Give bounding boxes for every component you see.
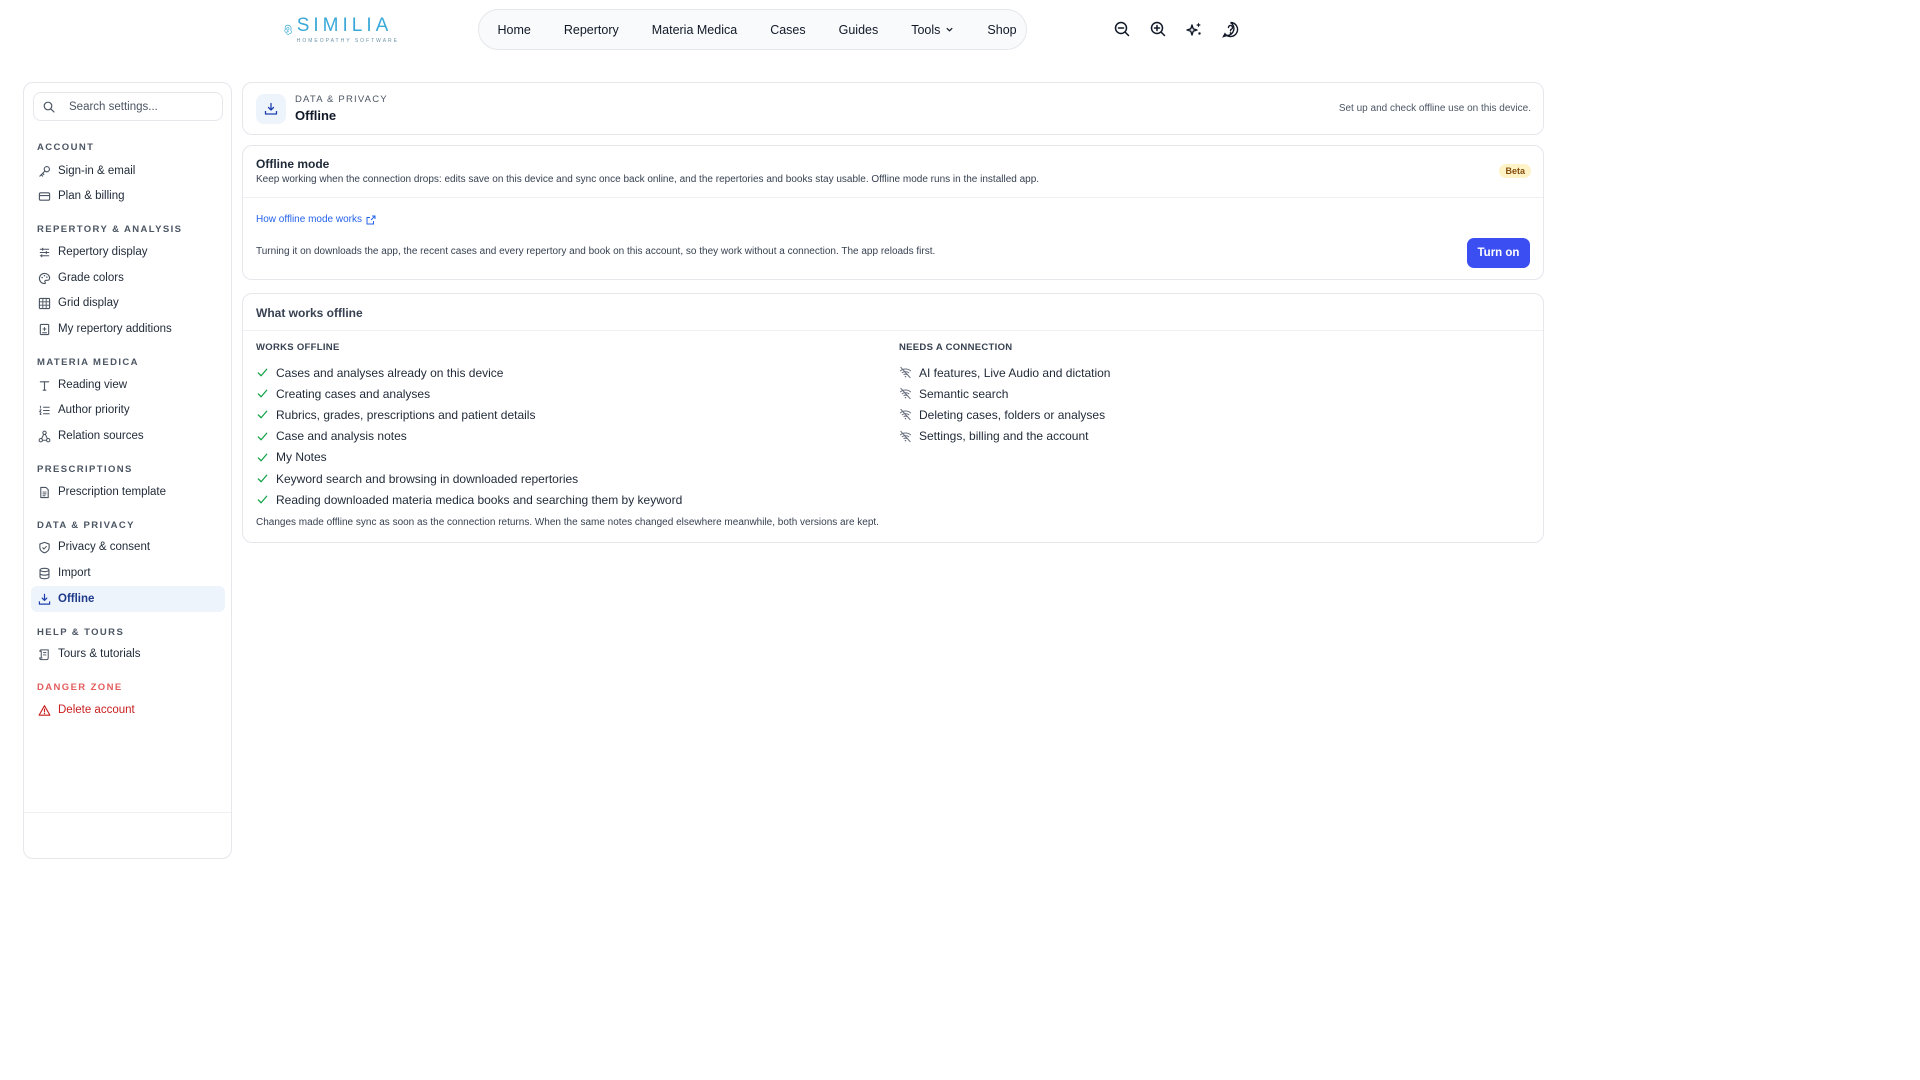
needs-connection-column — [899, 342, 1110, 447]
help-icon — [1222, 21, 1239, 38]
sidebar-item-label: Plan & billing — [58, 190, 125, 202]
what-works-offline-card — [242, 293, 1544, 543]
sidebar-item-label: Prescription template — [58, 486, 167, 498]
nav-tools[interactable] — [895, 14, 971, 46]
list-item-label: Cases and analyses already on this device — [276, 365, 504, 380]
scroll-icon — [38, 648, 51, 661]
zoom-out-icon — [1114, 21, 1130, 37]
wifi-off-icon — [899, 366, 912, 379]
card-divider — [243, 197, 1543, 198]
logo-brand: SIMILIA — [296, 15, 393, 36]
sidebar-item-label: Import — [58, 567, 91, 579]
list-item-label: Rubrics, grades, prescriptions and patient details — [276, 407, 536, 422]
download-tray-icon — [264, 102, 278, 116]
list-item-label: Deleting cases, folders or analyses — [919, 407, 1106, 422]
list-item — [899, 383, 1110, 404]
page-header — [242, 82, 1544, 135]
file-text-icon — [38, 486, 51, 499]
nav-materia-medica[interactable]: Materia Medica — [651, 22, 738, 37]
header-tools — [1112, 19, 1256, 39]
zoom-in-icon — [1150, 21, 1166, 37]
list-item — [256, 468, 682, 489]
app-logo[interactable] — [283, 12, 399, 48]
sidebar-item-label: Author priority — [58, 404, 130, 416]
sidebar-item-repertory-additions[interactable] — [31, 316, 225, 342]
sidebar-item-label: Sign-in & email — [58, 165, 136, 177]
list-item-label: My Notes — [276, 450, 327, 465]
section-title-materia-medica: MATERIA MEDICA — [37, 357, 139, 368]
list-item-label: Keyword search and browsing in downloaded repertories — [276, 471, 579, 486]
sidebar-item-label: Grid display — [58, 297, 119, 309]
breadcrumb: DATA & PRIVACY — [295, 94, 388, 105]
sidebar-item-label: Grade colors — [58, 272, 124, 284]
what-works-title: What works offline — [256, 306, 363, 320]
page-title: Offline — [295, 108, 337, 123]
sidebar-item-tours-tutorials[interactable] — [31, 641, 225, 667]
sidebar-item-label: Relation sources — [58, 430, 144, 442]
section-title-help-tours: HELP & TOURS — [37, 627, 125, 638]
sidebar-item-grid-display[interactable] — [31, 290, 225, 316]
nav-tools-label: Tools — [911, 22, 941, 37]
check-icon — [256, 451, 269, 464]
list-item — [256, 362, 682, 383]
section-title-account: ACCOUNT — [37, 142, 95, 153]
how-offline-works-link[interactable] — [256, 214, 376, 225]
offline-mode-description: Keep working when the connection drops: edits save on this device and sync once back online, and the repertories and books stay usable. Offline mode runs in the installed app. — [256, 174, 1040, 185]
ordered-list-icon — [38, 404, 51, 417]
link-label: How offline mode works — [256, 214, 362, 225]
sidebar-item-plan-billing[interactable] — [31, 183, 225, 209]
section-title-repertory: REPERTORY & ANALYSIS — [37, 224, 183, 235]
list-item — [256, 404, 682, 425]
sidebar-item-privacy-consent[interactable] — [31, 534, 225, 560]
check-icon — [256, 493, 269, 506]
zoom-in-button[interactable] — [1148, 19, 1168, 39]
sync-footnote: Changes made offline sync as soon as the connection returns. When the same notes changed elsewhere meanwhile, both versions are kept. — [256, 517, 879, 528]
page-header-icon-tile — [256, 94, 286, 124]
credit-card-icon — [38, 190, 51, 203]
wifi-off-icon — [899, 430, 912, 443]
sidebar-item-label: Delete account — [58, 704, 135, 716]
ai-assistant-button[interactable] — [1184, 19, 1204, 39]
list-item — [256, 447, 682, 468]
type-icon — [38, 379, 51, 392]
key-icon — [38, 165, 51, 178]
sidebar-item-sign-in[interactable] — [31, 158, 225, 184]
sidebar-item-reading-view[interactable] — [31, 372, 225, 398]
database-icon — [38, 567, 51, 580]
warning-triangle-icon — [38, 704, 51, 717]
wifi-off-icon — [899, 408, 912, 421]
check-icon — [256, 366, 269, 379]
list-item-label: Semantic search — [919, 386, 1009, 401]
help-button[interactable] — [1220, 19, 1240, 39]
sidebar-item-label: Tours & tutorials — [58, 648, 141, 660]
sliders-icon — [38, 246, 51, 259]
sidebar-item-label: Repertory display — [58, 246, 148, 258]
check-icon — [256, 430, 269, 443]
sidebar-item-grade-colors[interactable] — [31, 265, 225, 291]
sidebar-item-offline[interactable] — [31, 586, 225, 612]
offline-mode-card — [242, 145, 1544, 280]
book-plus-icon — [38, 323, 51, 336]
sidebar-item-delete-account[interactable] — [31, 697, 225, 723]
sidebar-item-label: Offline — [58, 593, 95, 605]
needs-connection-title: NEEDS A CONNECTION — [899, 342, 1013, 353]
sidebar-item-label: Reading view — [58, 379, 128, 391]
logo-emblem-icon — [283, 15, 293, 45]
nav-shop[interactable]: Shop — [987, 22, 1017, 37]
list-item-label: AI features, Live Audio and dictation — [919, 365, 1111, 380]
list-item — [256, 383, 682, 404]
offline-mode-title: Offline mode — [256, 157, 330, 171]
sidebar-item-repertory-display[interactable] — [31, 239, 225, 265]
section-title-prescriptions: PRESCRIPTIONS — [37, 464, 133, 475]
sidebar-item-prescription-template[interactable] — [31, 479, 225, 505]
zoom-out-button[interactable] — [1112, 19, 1132, 39]
page-description: Set up and check offline use on this device. — [1338, 103, 1531, 114]
list-item — [899, 362, 1110, 383]
sidebar-item-relation-sources[interactable] — [31, 423, 225, 449]
nav-home[interactable]: Home — [497, 22, 531, 37]
works-offline-title: WORKS OFFLINE — [256, 342, 340, 353]
settings-search-input[interactable] — [69, 101, 209, 113]
nav-cases[interactable]: Cases — [770, 22, 806, 37]
list-item — [899, 426, 1110, 447]
nav-guides[interactable]: Guides — [838, 22, 879, 37]
list-item — [256, 426, 682, 447]
search-icon — [43, 101, 55, 113]
sidebar-item-import[interactable] — [31, 560, 225, 586]
shield-check-icon — [38, 541, 51, 554]
network-icon — [38, 430, 51, 443]
sidebar-item-author-priority[interactable] — [31, 397, 225, 423]
main-nav — [478, 9, 1027, 50]
list-item-label: Reading downloaded materia medica books and searching them by keyword — [276, 492, 683, 507]
wifi-off-icon — [899, 387, 912, 400]
grid-icon — [38, 297, 51, 310]
download-tray-icon — [38, 593, 51, 606]
turn-on-button[interactable]: Turn on — [1467, 238, 1530, 268]
list-item-label: Settings, billing and the account — [919, 429, 1089, 444]
chevron-down-icon — [945, 25, 954, 34]
sidebar-item-label: My repertory additions — [58, 323, 172, 335]
turn-on-note: Turning it on downloads the app, the recent cases and every repertory and book on this account, so they work without a connection. The app reloads first. — [256, 246, 936, 257]
nav-repertory[interactable]: Repertory — [563, 22, 619, 37]
list-item — [256, 489, 682, 510]
section-title-data-privacy: DATA & PRIVACY — [37, 520, 135, 531]
sparkles-icon — [1186, 21, 1203, 38]
section-title-danger-zone: DANGER ZONE — [37, 682, 123, 693]
card-divider — [243, 330, 1543, 331]
list-item — [899, 404, 1110, 425]
palette-icon — [38, 272, 51, 285]
check-icon — [256, 387, 269, 400]
sidebar-item-label: Privacy & consent — [58, 541, 151, 553]
list-item-label: Creating cases and analyses — [276, 386, 431, 401]
check-icon — [256, 472, 269, 485]
settings-sidebar — [23, 82, 232, 859]
sidebar-footer — [24, 812, 231, 813]
settings-search — [33, 92, 223, 121]
works-offline-column — [256, 342, 682, 510]
check-icon — [256, 408, 269, 421]
external-link-icon — [366, 215, 376, 225]
logo-tagline: HOMEOPATHY SOFTWARE — [296, 38, 399, 44]
beta-badge: Beta — [1499, 164, 1531, 178]
list-item-label: Case and analysis notes — [276, 429, 407, 444]
